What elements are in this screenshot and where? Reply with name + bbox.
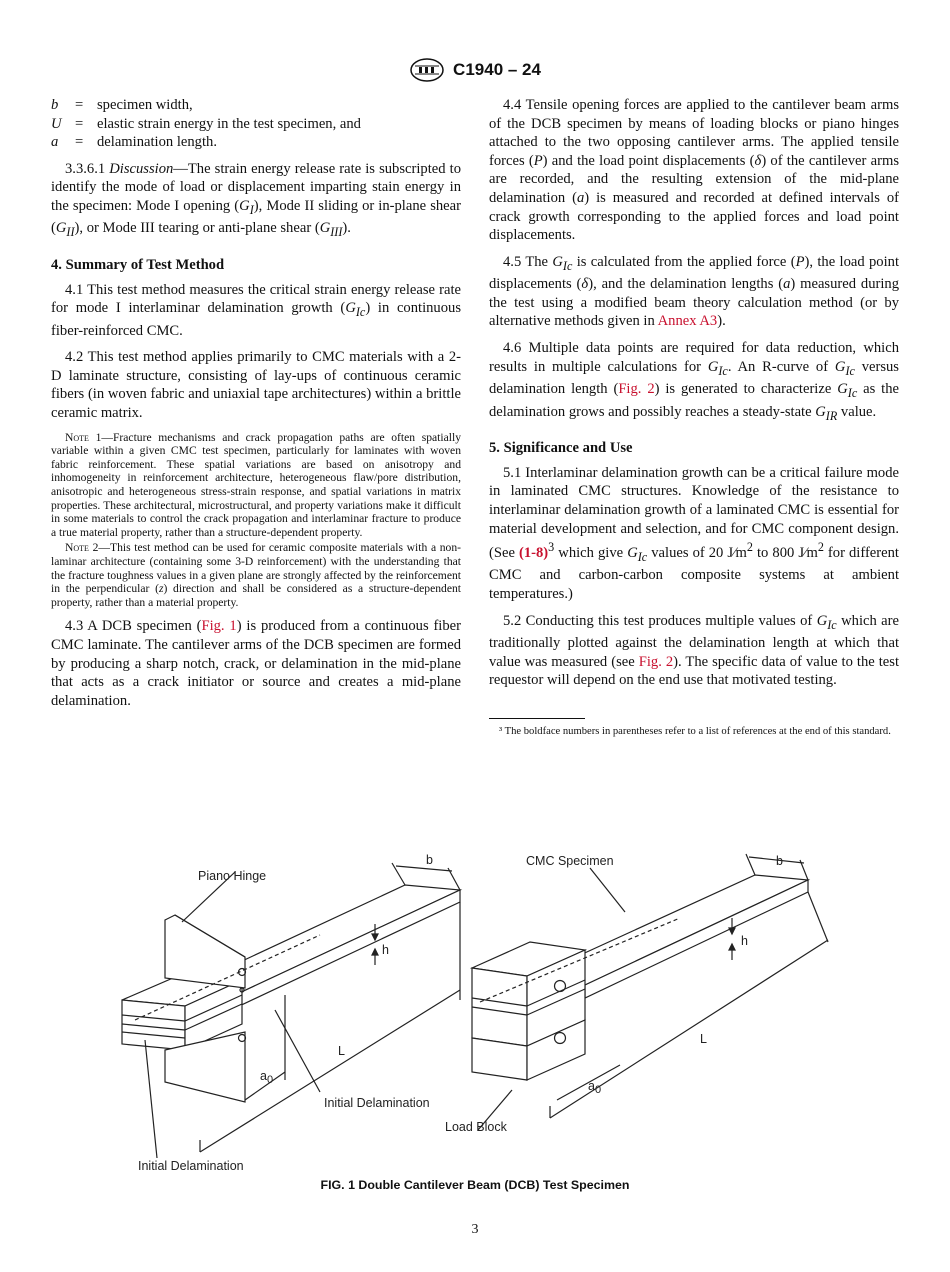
definitions-list	[51, 96, 461, 152]
load-block-label: Load Block	[445, 1120, 507, 1134]
h-right-label: h	[741, 934, 748, 948]
page-header	[0, 58, 950, 82]
a0-right-label: a0	[588, 1079, 602, 1096]
annex-a3-link[interactable]: Annex A3	[657, 313, 718, 330]
paragraph-5-2: 5.2 Conducting this test produces multiple values of $G_{Ic}$ which are traditionally plotted against the delamination length at which that value was measured (see Fig. 2). The specific data of value to the test requestor will depend on the end use that motivated testing.	[489, 612, 900, 689]
right-specimen-drawing	[472, 854, 828, 1130]
figure-caption: FIG. 1 Double Cantilever Beam (DCB) Test Specimen	[320, 1178, 630, 1192]
initial-delamination-mid-label: Initial Delamination	[324, 1096, 430, 1110]
L-right-label: L	[700, 1032, 707, 1046]
a0-left-label: a0	[260, 1069, 274, 1086]
def-text: elastic strain energy in the test specimen, and	[97, 115, 361, 132]
b-left-label: b	[426, 853, 433, 867]
paragraph-4-3: 4.3 A DCB specimen (Fig. 1) is produced from a continuous fiber CMC laminate. The cantilever arms of the DCB specimen are formed by producing a sharp notch, crack, or delamination in the mid-plane that acts as a crack initiator or source and creates a mid-plane delamination.	[51, 618, 461, 709]
L-left-label: L	[338, 1044, 345, 1058]
left-specimen-drawing	[122, 863, 460, 1158]
def-symbol: b	[51, 97, 59, 113]
definition-row	[51, 133, 461, 152]
definition-row	[51, 96, 461, 115]
paragraph-5-1: 5.1 Interlaminar delamination growth can be a critical failure mode in laminated CMC structures. Knowledge of the resistance to interlaminar delamination growth of a laminated CMC is essential for material development and selection, and for CMC component design. (See $(1-8)^3$ which give $G_{Ic}$ values of 20 $J⁄m^2$ to 800 $J⁄m^2$ for different CMC and carbon-carbon composite systems at ambient temperatures.)	[489, 464, 899, 603]
page-number: 3	[471, 1222, 479, 1237]
def-eq: =	[75, 97, 84, 113]
cmc-specimen-label: CMC Specimen	[526, 854, 614, 868]
document-title: C1940 – 24	[453, 60, 541, 79]
def-text: specimen width,	[97, 97, 193, 113]
paragraph-4-2: 4.2 This test method applies primarily to CMC materials with a 2-D laminate structure, consisting of lay-ups of continuous ceramic fibers (in woven fabric and uniaxial tape architectures) within a brittle ceramic matrix.	[51, 349, 461, 422]
note-1: Note 1—Fracture mechanisms and crack propagation paths are often spatially variable within a given CMC test specimen, particularly for laminates with woven fabric reinforcement. These spatial variations are based on anisotropy and inhomogeneity in reinforcement architecture, heterogeneous flaw/pore distribution, anisotropic and heterogeneous stress-strain response, and spatial variations in matrix properties. These architectural, microstructural, and property variations make it difficult in some materials to control the crack propagation and interlaminar fracture to produce a true material property, rather than a structure-dependent property.	[51, 430, 461, 539]
def-eq: =	[75, 115, 84, 132]
piano-hinge-label: Piano Hinge	[198, 869, 267, 883]
fig-1-link[interactable]: Fig. 1	[201, 618, 237, 635]
footnote-3: ³ The boldface numbers in parentheses refer to a list of references at the end of this standard.	[499, 725, 891, 737]
footnote-rule	[489, 718, 585, 719]
note-2: Note 2—This test method can be used for ceramic composite materials with a non-laminar architecture (containing some 3-D reinforcement) with the understanding that the fracture toughness values in a given plane are strongly affected by the reinforcement in the perpendicular (z) direction and shall be considered as a structure-dependent property, rather than a material property.	[51, 541, 461, 609]
paragraph-4-1: 4.1 This test method measures the critical strain energy release rate for mode I interlaminar delamination growth $(G_{Ic})$ in continuous fiber-reinforced CMC.	[51, 281, 462, 339]
dcb-specimen-figure	[60, 810, 890, 1190]
left-column	[51, 96, 461, 718]
right-column	[489, 96, 899, 746]
section-heading-5: 5. Significance and Use	[489, 440, 633, 457]
def-symbol: a	[51, 134, 59, 151]
paragraph-4-5: 4.5 The $G_{Ic}$ is calculated from the applied force (P), the load point displacements (δ), and the delamination lengths (a) measured during the test using a modified beam theory calculation method (or by alternative methods given in Annex A3).	[489, 253, 899, 330]
fig-2-link[interactable]: Fig. 2	[618, 381, 655, 398]
initial-delamination-bottom-label: Initial Delamination	[138, 1159, 244, 1173]
paragraph-3-3-6-1: 3.3.6.1 Discussion—The strain energy release rate is subscripted to identify the mode of load or displacement imparting stain energy in the specimen: Mode I opening $(G_I)$, Mode II sliding or in-plane shear $(G_{II})$, or Mode III tearing or anti-plane shear $(G_{III})$.	[51, 160, 461, 240]
fig-2-link[interactable]: Fig. 2	[638, 653, 674, 670]
definition-row	[51, 115, 461, 134]
h-left-label: h	[382, 943, 389, 957]
def-eq: =	[75, 134, 84, 151]
paragraph-4-6: 4.6 Multiple data points are required for data reduction, which results in multiple calculations for $G_{Ic}$. An R-curve of $G_{Ic}$ versus delamination length (Fig. 2) is generated to characterize $G_{Ic}$ as the delamination grows and possibly reaches a steady-state $G_{IR}$ value.	[489, 340, 899, 423]
def-text: delamination length.	[97, 134, 217, 151]
def-symbol: U	[51, 115, 62, 132]
references-link[interactable]: (1-8)	[518, 544, 549, 561]
section-heading-4: 4. Summary of Test Method	[51, 256, 225, 273]
astm-logo-icon	[409, 58, 445, 82]
paragraph-4-4: 4.4 Tensile opening forces are applied to the cantilever beam arms of the DCB specimen by means of loading blocks or piano hinges attached to the two opposing cantilever arms. The applied tensile forces (P) and the load point displacements (δ) of the cantilever arms are recorded, and the resulting extension of the mid-plane delamination (a) is measured and recorded at defined intervals of crack growth corresponding to the applied forces and load point displacements.	[489, 97, 900, 244]
b-right-label: b	[776, 854, 783, 868]
